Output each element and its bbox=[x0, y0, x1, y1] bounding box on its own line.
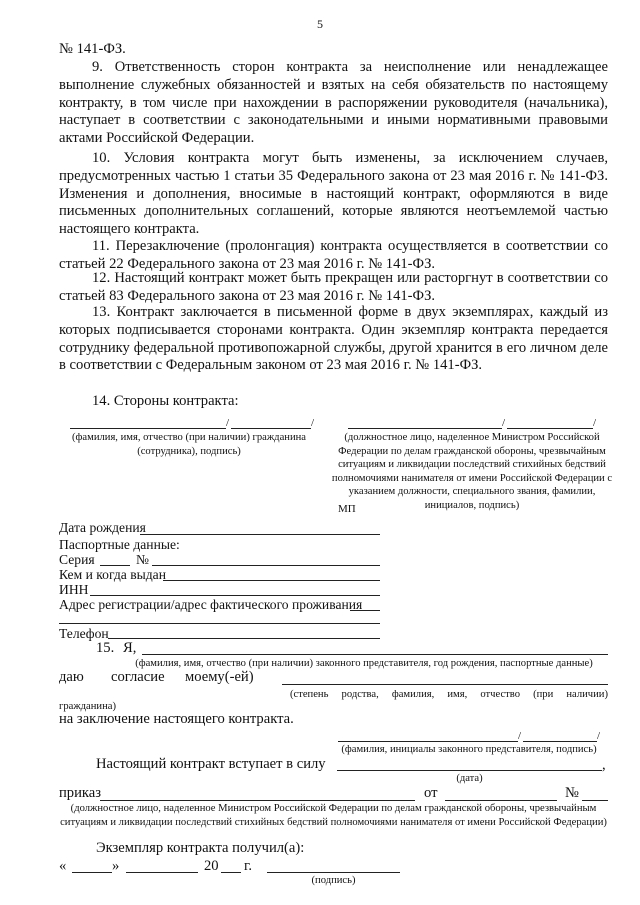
p15-number: 15. bbox=[96, 640, 115, 656]
passport-label: Паспортные данные: bbox=[59, 537, 180, 552]
birth-date-field[interactable] bbox=[140, 534, 380, 535]
sig-left-caption: (фамилия, имя, отчество (при наличии) гражданина (сотрудника), подпись) bbox=[72, 432, 306, 457]
slash: / bbox=[518, 730, 522, 742]
order-from-label: от bbox=[424, 785, 438, 801]
stamp-place: МП bbox=[338, 503, 356, 515]
quote-close: » bbox=[112, 858, 120, 874]
paragraph-9: 9. Ответственность сторон контракта за неисполнение или ненадлежащее выполнение служебных обязанностей и взятых на себя обязательств по настоящему контракту, в том числе при нахождении в распоряжении руководителя (начальника), наступает в соответствии с законодательными и иными нормативными правовыми актами Российской Федерации. bbox=[59, 59, 608, 147]
sig-right-name-line[interactable] bbox=[348, 428, 502, 429]
paragraph-13: 13. Контракт заключается в письменной форме в двух экземплярах, каждый из которых подписывается сторонами контракта. Один экземпляр контракта передается сотруднику федеральной противопожарной службы, другой хранится в его личном деле в соответствии с Федеральным законом от 23 мая 2016 г. № 141-ФЗ. bbox=[59, 304, 608, 374]
consent-word-1: даю bbox=[59, 669, 84, 685]
order-field[interactable] bbox=[100, 800, 415, 801]
effect-date-field[interactable] bbox=[337, 770, 602, 771]
year-suffix: г. bbox=[244, 858, 252, 874]
copy-received: Экземпляр контракта получил(а): bbox=[96, 840, 305, 856]
issued-field[interactable] bbox=[163, 580, 380, 581]
slash: / bbox=[597, 730, 601, 742]
address-label: Адрес регистрации/адрес фактического проживания bbox=[59, 597, 363, 612]
slash: / bbox=[502, 417, 506, 429]
paragraph-14: 14. Стороны контракта: bbox=[92, 393, 239, 409]
consent-word-3: моему(-ей) bbox=[185, 669, 254, 685]
quote-open: « bbox=[59, 858, 67, 874]
slash: / bbox=[311, 417, 315, 429]
sig-left-sign-line[interactable] bbox=[231, 428, 311, 429]
rep-name-line[interactable] bbox=[338, 741, 518, 742]
representative-field[interactable] bbox=[142, 654, 608, 655]
sig-right-caption: (должностное лицо, наделенное Министром Российской Федерации по делам гражданской обороны, чрезвычайным ситуациям и ликвидации последствий стихийных бедствий полномочиями нанимателя от имени Российской Федерации с указанием должности, специального звания, фамилии, инициалов, подпись) bbox=[331, 432, 613, 511]
sig-right-sign-line[interactable] bbox=[507, 428, 593, 429]
phone-label: Телефон bbox=[59, 626, 109, 641]
rep-caption: (фамилия, инициалы законного представителя, подпись) bbox=[341, 744, 597, 755]
year-prefix: 20 bbox=[204, 858, 219, 874]
issued-label: Кем и когда выдан bbox=[59, 567, 166, 582]
order-date-field[interactable] bbox=[445, 800, 557, 801]
address-field[interactable] bbox=[350, 610, 380, 611]
inn-field[interactable] bbox=[90, 595, 380, 596]
relative-field[interactable] bbox=[282, 684, 608, 685]
year-field[interactable] bbox=[221, 872, 241, 873]
order-caption: (должностное лицо, наделенное Министром Российской Федерации по делам гражданской обороны, чрезвычайным ситуациям и ликвидации последствий стихийных бедствий полномочиями нанимателя от имени Российской Федерации) bbox=[60, 803, 607, 828]
rep-sign-line[interactable] bbox=[523, 741, 597, 742]
sign-field[interactable] bbox=[267, 872, 400, 873]
series-label: Серия bbox=[59, 552, 95, 567]
month-field[interactable] bbox=[126, 872, 198, 873]
effect-text: Настоящий контракт вступает в силу bbox=[96, 756, 326, 772]
consent-word-2: согласие bbox=[111, 669, 165, 685]
paragraph-0: № 141-ФЗ. bbox=[59, 41, 126, 57]
order-number-label: № bbox=[565, 785, 579, 801]
page-number: 5 bbox=[317, 17, 323, 31]
paragraph-10: 10. Условия контракта могут быть изменены, за исключением случаев, предусмотренных частью 1 статьи 35 Федерального закона от 23 мая 2016 г. № 141-ФЗ. Изменения и дополнения, вносимые в настоящий контракт, оформляются в виде письменных дополнительных соглашений, которые являются неотъемлемой частью настоящего контракта. bbox=[59, 150, 608, 238]
paragraph-11: 11. Перезаключение (пролонгация) контракта осуществляется в соответствии со статьей 22 Федерального закона от 23 мая 2016 г. № 141-ФЗ. bbox=[59, 238, 608, 272]
inn-label: ИНН bbox=[59, 582, 89, 597]
number-label: № bbox=[136, 552, 149, 567]
phone-field[interactable] bbox=[108, 638, 380, 639]
number-field[interactable] bbox=[152, 565, 380, 566]
paragraph-12: 12. Настоящий контракт может быть прекращен или расторгнут в соответствии со статьей 83 Федерального закона от 23 мая 2016 г. № 141-ФЗ. bbox=[59, 270, 608, 304]
series-field[interactable] bbox=[100, 565, 130, 566]
relative-caption-2: гражданина) bbox=[59, 701, 116, 712]
slash: / bbox=[593, 417, 597, 429]
comma: , bbox=[602, 757, 606, 773]
birth-date-label: Дата рождения bbox=[59, 520, 146, 535]
sign-caption: (подпись) bbox=[311, 875, 356, 886]
relative-caption: (степень родства, фамилия, имя, отчество (при наличии) bbox=[290, 689, 608, 700]
order-label: приказ bbox=[59, 785, 102, 801]
representative-caption: (фамилия, имя, отчество (при наличии) законного представителя, год рождения, паспортные данные) bbox=[135, 658, 593, 669]
order-number-field[interactable] bbox=[582, 800, 608, 801]
sig-left-name-line[interactable] bbox=[70, 428, 226, 429]
p15-ya: Я, bbox=[123, 640, 137, 656]
consent-end: на заключение настоящего контракта. bbox=[59, 711, 294, 727]
day-field[interactable] bbox=[72, 872, 112, 873]
address-field-2[interactable] bbox=[59, 623, 380, 624]
slash: / bbox=[226, 417, 230, 429]
date-caption: (дата) bbox=[456, 773, 483, 784]
